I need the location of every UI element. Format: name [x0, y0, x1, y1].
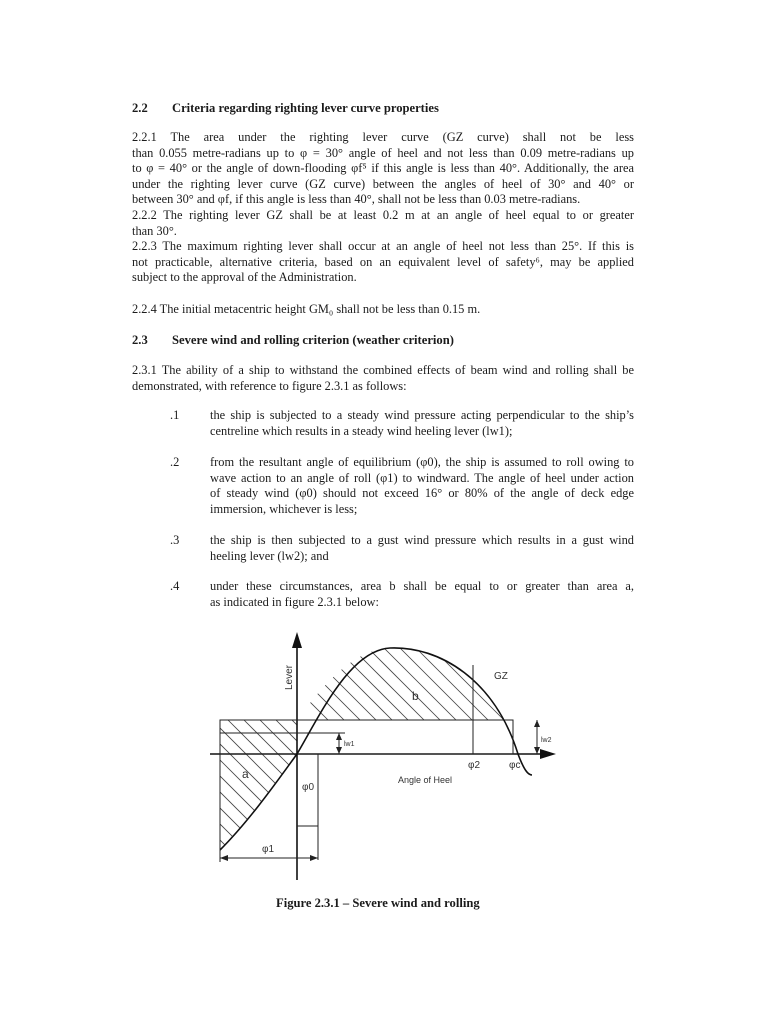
x-axis-label: Angle of Heel: [398, 775, 453, 785]
list-item-line: wave action to an angle of roll (φ1) to windward. The angle of heel under action: [210, 470, 634, 485]
figure-caption: Figure 2.3.1 – Severe wind and rolling: [276, 896, 480, 910]
gz-curve: [220, 648, 532, 850]
area-b-hatch: [168, 560, 608, 760]
paragraph-line: subject to the approval of the Administration.: [132, 270, 357, 285]
phi2-label: φ2: [468, 760, 481, 771]
list-item-line: from the resultant angle of equilibrium (φ0), the ship is assumed to roll owing to: [210, 455, 634, 469]
list-item-number: .4: [170, 579, 180, 593]
list-item-number: .3: [170, 533, 180, 547]
y-axis-label: Lever: [284, 664, 295, 690]
paragraph-line: 2.2.4 The initial metacentric height GM₀ shall not be less than 0.15 m.: [132, 302, 481, 316]
phi0-label: φ0: [302, 782, 315, 793]
phi1-arrow-right: [310, 855, 318, 861]
area-a-label: a: [242, 767, 249, 781]
list-item-number: .1: [170, 408, 180, 422]
paragraph-line: 2.3.1 The ability of a ship to withstand the combined effects of beam wind and rolling shall be: [132, 363, 634, 377]
paragraph-line: than 30°.: [132, 223, 177, 238]
area-b-label: b: [412, 689, 419, 703]
phic-label: φc: [509, 760, 521, 771]
list-item-line: the ship is then subjected to a gust wind pressure which results in a gust wind: [210, 533, 634, 547]
list-item-line: the ship is subjected to a steady wind pressure acting perpendicular to the ship’s: [210, 408, 634, 422]
y-axis-arrow: [292, 632, 302, 648]
lw2-arrow-up: [534, 720, 540, 727]
phi1-arrow-left: [220, 855, 228, 861]
paragraph-line: under the righting lever curve (GZ curve) between the angles of heel of 30° and 40° or: [132, 176, 634, 191]
lw2-arrow-down: [534, 747, 540, 754]
lw1-arrow-down: [336, 747, 342, 754]
paragraph-line: 2.2.1 The area under the righting lever curve (GZ curve) shall not be less: [132, 130, 634, 144]
paragraph-line: 2.2.3 The maximum righting lever shall occur at an angle of heel not less than 25°. If this is: [132, 239, 634, 253]
list-item-line: immersion, whichever is less;: [210, 501, 358, 516]
paragraph-line: not practicable, alternative criteria, based on an equivalent level of safety⁶, may be applied: [132, 254, 634, 269]
paragraph-line: demonstrated, with reference to figure 2.3.1 as follows:: [132, 378, 407, 393]
list-item-line: centreline which results in a steady wind heeling lever (lw1);: [210, 423, 513, 438]
section-title: Severe wind and rolling criterion (weather criterion): [172, 333, 454, 347]
list-item-line: as indicated in figure 2.3.1 below:: [210, 594, 379, 609]
list-item-line: under these circumstances, area b shall be equal to or greater than area a,: [210, 579, 634, 593]
x-axis-arrow: [540, 749, 556, 759]
paragraph-line: than 0.055 metre-radians up to φ = 30° angle of heel and not less than 0.09 metre-radians up: [132, 145, 634, 160]
section-number: 2.2: [132, 101, 148, 115]
section-title: Criteria regarding righting lever curve properties: [172, 101, 439, 115]
gz-label: GZ: [494, 671, 508, 682]
paragraph-line: between 30° and φf, if this angle is less than 40°, shall not be less than 0.03 metre-radians.: [132, 192, 581, 207]
phi1-label: φ1: [262, 844, 275, 855]
lw2-label: lw2: [541, 737, 552, 744]
lw1-label: lw1: [344, 741, 355, 748]
list-item-line: heeling lever (lw2); and: [210, 548, 329, 563]
paragraph-line: 2.2.2 The righting lever GZ shall be at least 0.2 m at an angle of heel equal to or greater: [132, 208, 634, 222]
section-number: 2.3: [132, 333, 148, 347]
list-item-number: .2: [170, 455, 180, 469]
paragraph-line: to φ = 40° or the angle of down-flooding φf⁵ if this angle is less than 40°. Additionally, the area: [132, 161, 634, 176]
lw2-box: [220, 720, 513, 754]
lw1-arrow-up: [336, 733, 342, 740]
list-item-line: of steady wind (φ0) should not exceed 16° or 80% of the angle of deck edge: [210, 486, 634, 501]
